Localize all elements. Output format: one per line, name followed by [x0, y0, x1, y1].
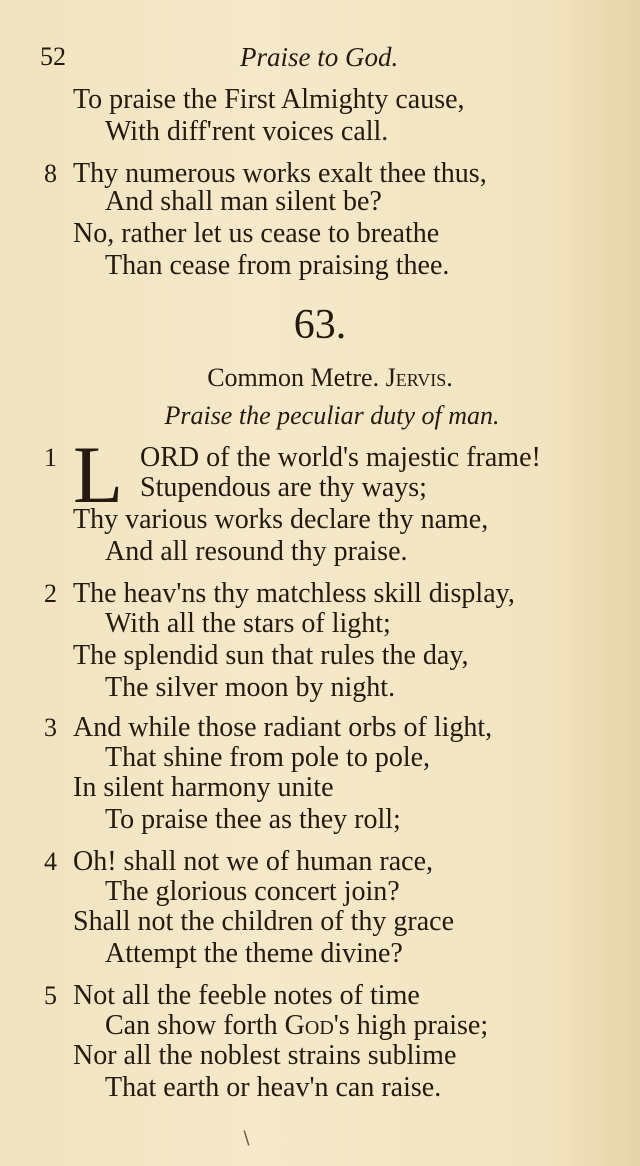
divine-name: God — [284, 1010, 334, 1041]
verse-line: That shine from pole to pole, — [105, 742, 431, 773]
ink-mark-icon: ∖ — [240, 1128, 252, 1148]
verse-line: Attempt the theme divine? — [105, 938, 403, 969]
verse-line: The glorious concert join? — [105, 876, 400, 907]
verse-line: Not all the feeble notes of time — [73, 980, 420, 1011]
verse-line: Stupendous are thy ways; — [140, 472, 427, 503]
verse-line: To praise thee as they roll; — [105, 804, 401, 835]
running-head — [40, 42, 615, 78]
verse-line: ORD of the world's majestic frame! — [140, 442, 541, 473]
verse-line: With diff'rent voices call. — [105, 116, 389, 147]
verse-line: No, rather let us cease to breathe — [73, 218, 440, 249]
verse-line: Thy various works declare thy name, — [73, 504, 489, 535]
verse-line: Than cease from praising thee. — [105, 250, 450, 281]
verse-line: The silver moon by night. — [105, 672, 396, 703]
verse-line: And shall man silent be? — [105, 186, 382, 217]
verse-line: In silent harmony unite — [73, 772, 334, 803]
stanza-number: 4 — [44, 847, 57, 876]
verse-line: And while those radiant orbs of light, — [73, 712, 493, 743]
verse-line: Thy numerous works exalt thee thus, — [73, 158, 487, 189]
verse-line: And all resound thy praise. — [105, 536, 408, 567]
stanza-number: 8 — [44, 159, 57, 188]
tune-name: Jervis. — [385, 363, 453, 392]
verse-line: Oh! shall not we of human race, — [73, 846, 433, 877]
stanza-number: 2 — [44, 579, 57, 608]
drop-cap: L — [73, 429, 124, 520]
verse-line: The splendid sun that rules the day, — [73, 640, 469, 671]
hymn-subtitle: Praise the peculiar duty of man. — [164, 401, 500, 430]
verse-line: The heav'ns thy matchless skill display, — [73, 578, 515, 609]
stanza-number: 5 — [44, 981, 57, 1010]
page-number: 52 — [40, 42, 66, 71]
metre-line — [10, 362, 640, 394]
verse-line: To praise the First Almighty cause, — [73, 84, 465, 115]
stanza-number: 1 — [44, 443, 57, 472]
metre-label: Common Metre. — [207, 363, 380, 392]
verse-line: With all the stars of light; — [105, 608, 391, 639]
line-text: Can show forth — [105, 1010, 285, 1041]
verse-line: That earth or heav'n can raise. — [105, 1072, 442, 1103]
verse-line: Nor all the noblest strains sublime — [73, 1040, 457, 1071]
line-text: 's high praise; — [333, 1010, 489, 1041]
stanza-number: 3 — [44, 713, 57, 742]
verse-line — [105, 1010, 488, 1042]
hymn-number: 63. — [293, 302, 347, 348]
running-title: Praise to God. — [240, 42, 399, 72]
verse-line: Shall not the children of thy grace — [73, 906, 454, 937]
